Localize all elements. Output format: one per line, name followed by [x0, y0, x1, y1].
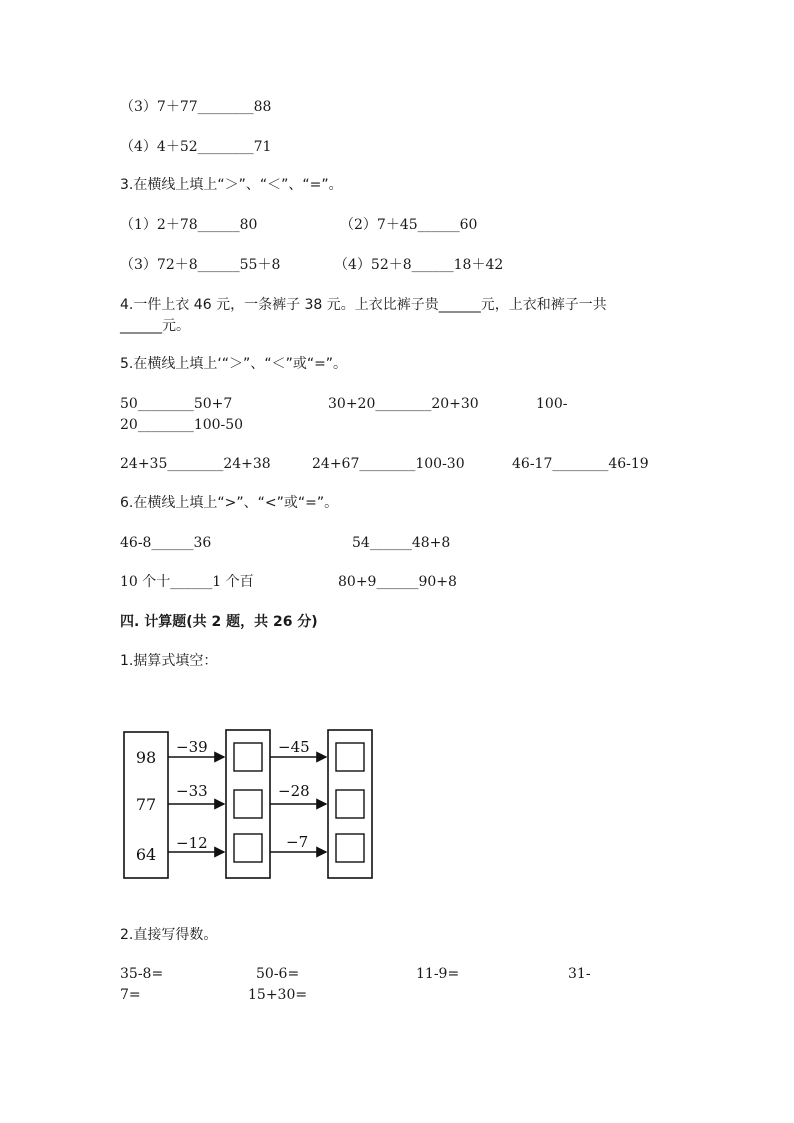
- q3-item-3: （3）72＋8______55＋8: [120, 257, 281, 273]
- q4-text-line-2: ______元。: [120, 318, 190, 334]
- middle-column-box: [226, 730, 270, 878]
- calc-item-1: 35-8=: [120, 966, 164, 982]
- op-3b: −7: [286, 833, 309, 851]
- q3-heading: 3.在横线上填上“＞”、“＜”、“=”。: [120, 177, 343, 193]
- answer-box-right-2[interactable]: [336, 790, 364, 818]
- start-value-2: 77: [135, 795, 157, 814]
- q5-item-3-part-1: 100-: [536, 396, 568, 412]
- answer-box-mid-2[interactable]: [234, 790, 262, 818]
- op-1b: −45: [278, 738, 310, 756]
- answer-box-right-1[interactable]: [336, 743, 364, 771]
- calc-q1-heading: 1.据算式填空：: [120, 653, 218, 669]
- q3-item-2: （2）7＋45______60: [340, 217, 478, 233]
- calc-q2-heading: 2.直接写得数。: [120, 927, 218, 943]
- q6-item-4: 80+9______90+8: [338, 574, 457, 590]
- op-2b: −28: [278, 782, 310, 800]
- calc-item-5: 15+30=: [248, 987, 308, 1003]
- section-4-heading: 四. 计算题(共 2 题，共 26 分): [120, 614, 318, 630]
- op-1a: −39: [176, 738, 208, 756]
- answer-box-right-3[interactable]: [336, 834, 364, 862]
- q4-text-line-1: 4.一件上衣 46 元，一条裤子 38 元。上衣比裤子贵______元，上衣和裤子一共: [120, 297, 607, 313]
- q3-item-4: （4）52＋8______18＋42: [334, 257, 504, 273]
- q2-item-4: （4）4＋52________71: [120, 139, 272, 155]
- q3-item-1: （1）2＋78______80: [120, 217, 258, 233]
- op-3a: −12: [176, 834, 208, 852]
- op-2a: −33: [176, 782, 208, 800]
- q5-item-5: 24+67________100-30: [312, 456, 465, 472]
- start-value-1: 98: [135, 748, 157, 767]
- answer-box-mid-1[interactable]: [234, 743, 262, 771]
- calc-item-2: 50-6=: [256, 966, 300, 982]
- right-column-box: [328, 730, 372, 878]
- q5-item-6: 46-17________46-19: [512, 456, 649, 472]
- q5-item-1: 50________50+7: [120, 396, 233, 412]
- calc-item-4-part-2: 7=: [120, 987, 141, 1003]
- calc-item-3: 11-9=: [416, 966, 460, 982]
- answer-box-mid-3[interactable]: [234, 834, 262, 862]
- q5-item-4: 24+35________24+38: [120, 456, 271, 472]
- q5-heading: 5.在横线上填上‘“＞”、“＜”或“=”。: [120, 356, 348, 372]
- subtraction-flow-diagram: [110, 720, 380, 885]
- calc-item-4-part-1: 31-: [568, 966, 591, 982]
- q5-item-3-part-2: 20________100-50: [120, 417, 244, 433]
- q6-heading: 6.在横线上填上“>”、“<”或“=”。: [120, 495, 339, 511]
- start-value-3: 64: [135, 845, 157, 864]
- q5-item-2: 30+20________20+30: [328, 396, 479, 412]
- q6-item-2: 54______48+8: [352, 535, 451, 551]
- q2-item-3: （3）7＋77________88: [120, 99, 272, 115]
- q6-item-3: 10 个十______1 个百: [120, 574, 254, 590]
- q6-item-1: 46-8______36: [120, 535, 212, 551]
